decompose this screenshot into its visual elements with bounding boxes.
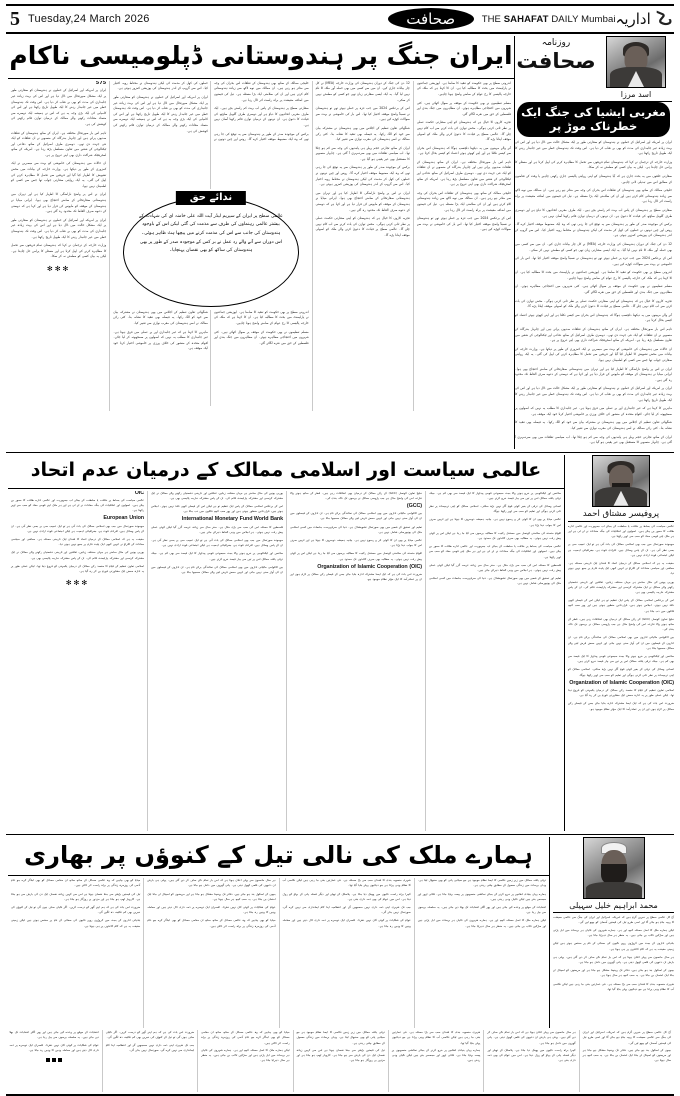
bottom-author-col-text (553, 913, 674, 992)
column-text (151, 491, 283, 576)
lead-article (6, 36, 674, 449)
paragraph: اسلامی تعاون تنظیم کے قیام کا مقصد رکن ممالک کے درمیان یکجہتی کو فروغ دینا تھا۔ لیکن عملی طور پر یہ ادارہ محض ایک مشاورتی فورم بن کر رہ گیا ہے۔ (11, 563, 144, 573)
english-term-oic-full-2: Organization of Islamic Cooperation (OIC) (317, 563, 422, 570)
strip-col-2 (102, 1030, 197, 1092)
editorial-para: تجزیہ کاروں کا خیال ہے کہ ہندوستان کو اپنی سفارتی حکمت عملی پر نظر ثانی کرنی ہوگی۔ محض توازن کی بات کرنے سے اب کام نہیں چلے گا۔ عالمی سطح پر قیادت کا دعویٰ کرنے والے ملک کو اصولی موقف اپنانا پڑے گا۔ (515, 298, 672, 309)
mid-col-1 (8, 491, 147, 831)
column-text (11, 491, 144, 575)
paragraph: سائنس اور ٹیکنالوجی پر خرچ ہونے والا بجٹ مجموعی قومی پیداوار کا ایک فیصد سے بھی کم ہے۔ جبکہ ترقی یافتہ ممالک اس پر تین سے چار فیصد خرچ کرتے ہیں۔ (429, 490, 561, 500)
paragraph: تعلیم اور تحقیق کے شعبے میں بھی صورتحال تشویشناک ہے۔ دنیا کی سرفہرست جامعات میں کسی اسلامی ملک کی یونیورسٹی شامل نہیں ہے۔ (290, 524, 422, 534)
editorial-para: 12 دن کی جنگ کے دوران ہندوستان کی وزارت خارجہ (MEA) نے کل چار بیانات جاری کیے۔ ان میں سے کسی میں بھی حملہ آور ملک کا نام نہیں لیا گیا۔ یہ ایک ایسی سفارتی زبان تھی جو کسی کو مطمئن نہیں کر سکی۔ (515, 241, 672, 252)
paragraph: میڈیا کو بھی چاہیے کہ وہ عالمی مسائل کے ساتھ ساتھ ان مقامی مسائل کو بھی اجاگر کرے جو عام آدمی کی روزمرہ زندگی پر براہ راست اثر ڈالتے ہیں۔ (201, 1030, 290, 1045)
paragraph-with-term (290, 565, 422, 570)
editorial-column (514, 36, 674, 449)
paragraph: بچوں کے اسکول بند ہو جاتے ہیں، دفاتر تک پہنچنا مشکل ہو جاتا ہے اور مریضوں کو اسپتال لے جانا ایک امتحان بن جاتا ہے۔ یہ سب کچھ ہر سال ہوتا ہے۔ (147, 891, 276, 901)
bottom-author-block (549, 837, 674, 1029)
paragraph: موجودہ صورتحال میں جب بھی اسلامی ممالک کی بات آتی ہے تو ایک عجیب سی بے بسی نظر آتی ہے۔ ان کے پاس وسائل ہیں، افرادی قوت ہے، جغرافیائی اہمیت ہے لیکن اجتماعی قوت ارادی نہیں ہے۔ (11, 523, 144, 533)
middle-author-col-text (568, 522, 674, 712)
paragraph: شہری منصوبہ بندی کا فقدان سب سے بڑا مسئلہ ہے۔ نئی عمارتیں بنتی جا رہی ہیں لیکن نکاسی آب کا نظام وہی پرانا ہے جو دہائیوں پہلے بنایا گیا تھا۔ (391, 1030, 481, 1045)
divider-after-lead (6, 452, 674, 453)
paragraph: تیل کی قیمتیں بڑھنے سے جتنا نقصان ہوتا ہے اس سے کہیں زیادہ نقصان ایک دن کی بارش سے ہو جاتا ہے۔ کاروبار ٹھپ ہو جاتا ہے اور مزدور بے روزگار ہو جاتا ہے۔ (296, 1047, 385, 1063)
paragraph: ایران نے اس پر واضح ناراضگی کا اظہار کیا ہے اور تہران میں ہندوستانی سفارتخانے کے سامنے احتجاج بھی ہوا۔ ایرانی میڈیا نے ہندوستان کے موقف کو مایوس کن قرار دیا ہے اور کہا ہے کہ دوستی کے دعوے صرف الفاظ تک محدود رہ گئے ہیں۔ (315, 190, 410, 212)
paragraph: لیکن ہمارے ملک کا اصل مسئلہ کچھ اور ہے۔ ہمارے شہروں کی نالیاں ہر برسات میں ابل پڑتی ہیں اور سڑکیں تالاب بن جاتی ہیں۔ یہ منظر ہر سال دہرایا جاتا ہے۔ (201, 1047, 290, 1063)
bot-col-1 (8, 878, 143, 1028)
author-name-asad-mirza: اسد مرزا (600, 88, 672, 102)
lead-main (6, 36, 514, 449)
paragraph: تیل کی قیمتیں بڑھنے سے جتنا نقصان ہوتا ہے اس سے کہیں زیادہ نقصان ایک دن کی بارش سے ہو جاتا ہے۔ کاروبار ٹھپ ہو جاتا ہے اور مزدور بے روزگار ہو جاتا ہے۔ (11, 891, 141, 901)
paragraph: فلسطین کا مسئلہ اس کی سب سے بڑی مثال ہے۔ ستر سال سے زیادہ عرصہ گزر گیا لیکن کوئی عملی پیش رفت نہیں ہوئی۔ ہر اجلاس میں وہی الفاظ دہرائے جاتے ہیں۔ (429, 562, 561, 572)
strip-col-7 (579, 1030, 674, 1092)
paragraph: ضرورت اس بات کی ہے کہ ایک ایسا مشترکہ ادارہ بنایا جائے جس کے فیصلے رکن ممالک پر لازم ہوں اور ان پر عملدرآمد کا ایک مؤثر نظام موجود ہو۔ (568, 701, 674, 711)
lead-columns (8, 81, 514, 411)
paragraph: کچرا براہ راست نالیوں میں پھینک دیا جاتا ہے۔ پلاسٹک کے تھیلے اور دیگر فضلہ پانی کے بہاؤ کو روک دیتا ہے۔ اس میں عوام کی بھی ذمہ داری بنتی ہے۔ (282, 891, 411, 901)
author-name-mushtaq-ahmad: پروفیسر مشتاق احمد (568, 507, 674, 522)
editorial-para: سفارتی حلقوں میں یہ بحث جاری ہے کہ آیا ہندوستان کو اپنی روایتی پالیسی جاری رکھنی چاہیے یا وقت کے تقاضوں کے مطابق اس میں تبدیلی لانی چاہیے۔ (515, 173, 672, 184)
paragraph: یورپی یونین کی مثال سامنے ہے جہاں مختلف زبانیں، ثقافتیں اور تاریخی دشمنیاں رکھنے والے ممالک نے ایک مشترکہ کرنسی اور مشترکہ پارلیمنٹ قائم کی۔ ان کے پاس مشترکہ خارجہ پالیسی بھی ہے۔ (11, 550, 144, 560)
bottom-main (6, 837, 549, 1029)
paragraph: خلیجی ممالک کے ساتھ بھی ہندوستان کے تعلقات اس بحران کی وجہ سے متاثر ہو رہے ہیں۔ ان ممالک میں نوے لاکھ سے زیادہ ہندوستانی کام کرتے ہیں اور ان کی سلامتی ایک بڑا مسئلہ ہے۔ تیل کی قیمتوں میں اضافہ معیشت پر براہ راست اثر ڈال رہا ہے۔ (416, 190, 511, 212)
column-text (290, 491, 422, 583)
paragraph-with-term (11, 491, 144, 496)
author-photo-ibrahim-khalil (583, 837, 645, 899)
column-text (392, 1030, 480, 1063)
paragraph: ایران کے ساتھ تجارتی حجم پہلے ہی پابندیوں کی وجہ سے کم ہو چکا تھا۔ اب سیاسی تعلقات میں بھی سردمہری آ گئی ہے۔ چابہار منصوبے کا مستقبل بھی غیر یقینی ہو گیا ہے۔ (315, 145, 410, 161)
paragraph: اس کے برعکس اسلامی ممالک کے پاس ایک تنظیم تو ہے لیکن اس کے فیصلے کبھی نافذ نہیں ہوتے۔ اجلاس ہوتے ہیں، قراردادیں منظور ہوتی ہیں اور پھر سب کچھ فائلوں میں دب جاتا ہے۔ (151, 503, 283, 514)
editorial-body (515, 140, 672, 449)
paragraph: عوام کی شکایات پر کوئی کان نہیں دھرتا۔ افسران ایک دوسرے پر ذمہ داری ڈال دیتے ہیں اور معاملہ وہیں کا وہیں رہ جاتا ہے۔ (9, 1042, 99, 1052)
editorial-para: سفارتی سطح پر ہندوستان کے پاس اب بہت کم راستے بچے ہیں۔ ایک طرف مغربی اتحادیوں کا دباؤ ہے اور دوسری طرف گلوبل ساؤتھ کی قیادت کا دعویٰ ہے۔ ان دونوں کے درمیان توازن قائم رکھنا آسان نہیں ہے۔ (515, 207, 672, 218)
paragraph: شنگھائی تعاون تنظیم کے اجلاس میں بھی ہندوستان نے مشترکہ بیان سے خود کو الگ رکھا۔ یہ فیصلہ بھی تنقید کا نشانہ بنا۔ کئی رکن ممالک نے اسے ہندوستان کی مغرب نوازی سے تعبیر کیا۔ (315, 125, 410, 142)
paragraph: سائنس اور ٹیکنالوجی پر خرچ ہونے والا بجٹ مجموعی قومی پیداوار کا ایک فیصد سے بھی کم ہے۔ جبکہ ترقی یافتہ ممالک اس پر تین سے چار فیصد خرچ کرتے ہیں۔ (568, 653, 674, 664)
editorial-para: ان حالات میں ہندوستان کی خاموشی کو بہت سے مبصرین نے ایک کمزوری کے طور پر دیکھا ہے۔ وزارت خارجہ کے بیانات میں محض تشویش کا اظہار کیا گیا اور فریقین سے تحمل کا مظاہرہ کرنے کی اپیل کی گئی۔ یہ ایک روایتی سفارتی جواب تھا جس سے کسی کو اطمینان نہیں ہوا۔ (515, 346, 672, 362)
paragraph: آج کل عالمی سطح پر خبریں گرم ہیں کہ امریکہ، اسرائیل اور ایران کی جنگ سے عالمی معیشت کا پہیہ جام ہو جائے گا اور اسی طرح تیل کی قیمتیں آسمان کو چھو لیں گی۔ (582, 1030, 671, 1045)
paragraph: بین الاقوامی مالیاتی اداروں میں بھی اسلامی ممالک کی نمائندگی برائے نام ہے۔ ان اداروں کے فیصلوں میں ان کی آواز سنی نہیں جاتی اور انہیں محض قرض لینے والے ممالک سمجھا جاتا ہے۔ (151, 564, 283, 574)
paragraph: لیکن ہمارے ملک کا اصل مسئلہ کچھ اور ہے۔ ہمارے شہروں کی نالیاں ہر برسات میں ابل پڑتی ہیں اور سڑکیں تالاب بن جاتی ہیں۔ یہ منظر ہر سال دہرایا جاتا ہے۔ (417, 918, 546, 928)
paragraph: اس کے برعکس 2024 میں جب غزہ پر حملے ہوئے تھے تو ہندوستان نے نسبتاً واضح موقف اختیار کیا تھا۔ اس بار کی خاموشی نے بہت سے سوالات کھڑے کیے ہیں۔ (315, 106, 410, 122)
paragraph: ان حالات میں ہندوستان کی خاموشی کو بہت سے مبصرین نے ایک کمزوری کے طور پر دیکھا ہے۔ وزارت خارجہ کے بیانات میں محض تشویش کا اظہار کیا گیا اور فریقین سے تحمل کا مظاہرہ کرنے کی اپیل کی گئی۔ یہ ایک روایتی سفارتی جواب تھا جس سے کسی کو اطمینان نہیں ہوا۔ (11, 161, 107, 188)
editorial-banner: مغربی ایشیا کی جنگ ایک خطرناک موڑ پر (517, 102, 670, 137)
column-text (9, 1030, 98, 1053)
editorial-para: ایران پر امریکہ اور اسرائیل کے حملوں نے ہندوستان کو سفارتی طور پر ایک مشکل حالت میں ڈال دیا ہے اور اس کی بہت زیادہ غیر جانبداری کی مدت کو بھی بے نقاب کر دیا ہے۔ اس وقت تک ہندوستان خطے میں غیر جانبدار رہنے کا ایک طویل تاریخ رکھتا ہے۔ (515, 140, 672, 156)
masthead (6, 4, 674, 34)
column-text (417, 81, 511, 233)
paragraph: بچوں کے اسکول بند ہو جاتے ہیں، دفاتر تک پہنچنا مشکل ہو جاتا ہے اور مریضوں کو اسپتال لے جانا ایک امتحان بن جاتا ہے۔ یہ سب کچھ ہر سال ہوتا ہے۔ (582, 1047, 671, 1063)
paragraph: اندرونی سطح پر بھی حکومت کو تنقید کا سامنا ہے۔ اپوزیشن جماعتوں نے پارلیمنٹ میں بحث کا مطالبہ کیا ہے۔ ان کا کہنا ہے کہ ملک کی خارجہ پالیسی کا رخ عوام کے سامنے واضح ہونا چاہیے۔ (213, 309, 309, 325)
paragraph: ضرورت اس بات کی ہے کہ ایک ایسا مشترکہ ادارہ بنایا جائے جس کے فیصلے رکن ممالک پر لازم ہوں اور ان پر عملدرآمد کا ایک مؤثر نظام موجود ہو۔ (290, 572, 422, 582)
paragraph: عالمی سیاست کی بساط پر خلافت یا سلطنت کے بجائے اب جمہوریت اور عالمی ادارے طاقت کا محور بن چکے ہیں۔ اصولوں اور اخلاقیات کی جگہ مفادات نے لے لی ہے اور ہر ملک اپنے قومی مفاد کو سب سے اوپر رکھتا ہے۔ (429, 544, 561, 559)
paragraph: تجزیہ کاروں کا خیال ہے کہ ہندوستان کو اپنی سفارتی حکمت عملی پر نظر ثانی کرنی ہوگی۔ محض توازن کی بات کرنے سے اب کام نہیں چلے گا۔ عالمی سطح پر قیادت کا دعویٰ کرنے والے ملک کو اصولی موقف اپنانا پڑے گا۔ (315, 216, 410, 237)
page-number: 5 (10, 8, 20, 30)
mid-col-2 (147, 491, 286, 831)
paragraph: جب تک شہری اپنی ذمہ داری نہیں سمجھیں گے اور انتظامیہ اپنا کام ایمانداری سے نہیں کرے گی، صورتحال نہیں بدلے گی۔ (105, 1042, 195, 1052)
column-text (583, 1030, 671, 1063)
masthead-english-title (482, 14, 616, 25)
paragraph: یورپی یونین کی مثال سامنے ہے جہاں مختلف زبانیں، ثقافتیں اور تاریخی دشمنیاں رکھنے والے ممالک نے ایک مشترکہ کرنسی اور مشترکہ پارلیمنٹ قائم کی۔ ان کے پاس مشترکہ خارجہ پالیسی بھی ہے۔ (568, 579, 674, 594)
mid-col-3 (286, 491, 425, 831)
corner-mark-icon: ک (656, 9, 672, 28)
paragraph: آج کل عالمی سطح پر خبریں گرم ہیں کہ امریکہ، اسرائیل اور ایران کی جنگ سے عالمی معیشت کا پہیہ جام ہو جائے گا اور اسی طرح تیل کی قیمتیں آسمان کو چھو لیں گی۔ (553, 914, 674, 924)
paragraph: حقیقت یہ ہے کہ اسلامی ممالک کے درمیان اتحاد کا فقدان ایک تاریخی مسئلہ ہے۔ معاشی اور سیاسی مفادات کے ٹکراؤ نے انہیں کبھی ایک پلیٹ فارم پر جمع نہیں ہونے دیا۔ (11, 536, 144, 547)
paragraph: حقیقت یہ ہے کہ اسلامی ممالک کے درمیان اتحاد کا فقدان ایک تاریخی مسئلہ ہے۔ معاشی اور سیاسی مفادات کے ٹکراؤ نے انہیں کبھی ایک پلیٹ فارم پر جمع نہیں ہونے دیا۔ (568, 560, 674, 576)
column-text (201, 1030, 289, 1063)
column-text (283, 878, 411, 929)
paragraph: ہمارے یہاں بنیادی ڈھانچے پر خرچ کرنے کے بجائے نمائشی منصوبوں پر پیسہ بہایا جاتا ہے۔ فلائی اوور اور مجسمے بنتے ہیں لیکن نالیاں وہی رہتی ہیں۔ (417, 891, 546, 901)
bot-col-4 (414, 878, 549, 1028)
paragraph: یورپی یونین کی مثال سامنے ہے جہاں مختلف زبانیں، ثقافتیں اور تاریخی دشمنیاں رکھنے والے ممالک نے ایک مشترکہ کرنسی اور مشترکہ پارلیمنٹ قائم کی۔ ان کے پاس مشترکہ خارجہ پالیسی بھی ہے۔ (151, 490, 283, 500)
lead-col-center (109, 81, 311, 411)
column-text (487, 1030, 575, 1063)
bot-col-3 (279, 878, 414, 1028)
column-text (316, 81, 410, 239)
editorial-para: تاہم اس بار صورتحال مختلف ہے۔ ایران کے ساتھ ہندوستان کے تعلقات صدیوں پرانے ہیں اور چابہار بندرگاہ کے منصوبے نے ان تعلقات کو ایک نئی جہت دی تھی۔ دوسری طرف اسرائیل کے ساتھ دفاعی اور ٹیکنالوجی کے شعبے میں تعاون مسلسل بڑھ رہا ہے۔ امریکہ کے ساتھ اسٹریٹجک شراکت داری بھی اپنے عروج پر ہے۔ (515, 327, 672, 343)
paragraph: بین الاقوامی مالیاتی اداروں میں بھی اسلامی ممالک کی نمائندگی برائے نام ہے۔ ان اداروں کے فیصلوں میں ان کی آواز سنی نہیں جاتی اور انہیں محض قرض لینے والے ممالک سمجھا جاتا ہے۔ (568, 635, 674, 650)
english-term-eu: European Union (103, 515, 144, 522)
paragraph: انسانی وسائل کی ترقی کے بغیر کوئی قوم آگے نہیں بڑھ سکتی۔ اسلامی ممالک کو اپنی ترجیحات پر نظر ثانی کرنی ہوگی اور تعلیم کو سب سے اوپر رکھنا ہوگا۔ (568, 667, 674, 677)
column-text (297, 1030, 385, 1063)
paragraph: ایران پر امریکہ اور اسرائیل کے حملوں نے ہندوستان کو سفارتی طور پر ایک مشکل حالت میں ڈال دیا ہے اور اس کی بہت زیادہ غیر جانبداری کی مدت کو بھی بے نقاب کر دیا ہے۔ اس وقت تک ہندوستان خطے میں غیر جانبدار رہنے کا ایک طویل تاریخ رکھتا ہے۔ (11, 217, 107, 239)
lead-col-1 (8, 81, 109, 411)
masthead-right (616, 9, 674, 29)
paragraph: بین الاقوامی مالیاتی اداروں میں بھی اسلامی ممالک کی نمائندگی برائے نام ہے۔ ان اداروں کے فیصلوں میں ان کی آواز سنی نہیں جاتی اور انہیں محض قرض لینے والے ممالک سمجھا جاتا ہے۔ (290, 511, 422, 521)
paragraph: اس کے برعکس اسلامی ممالک کے پاس ایک تنظیم تو ہے لیکن اس کے فیصلے کبھی نافذ نہیں ہوتے۔ اجلاس ہوتے ہیں، قراردادیں منظور ہوتی ہیں اور پھر سب کچھ فائلوں میں دب جاتا ہے۔ (568, 598, 674, 613)
author-box-ibrahim-khalil (553, 837, 674, 913)
paragraph: تاہم اس بار صورتحال مختلف ہے۔ ایران کے ساتھ ہندوستان کے تعلقات صدیوں پرانے ہیں اور چابہار بندرگاہ کے منصوبے نے ان تعلقات کو ایک نئی جہت دی تھی۔ دوسری طرف اسرائیل کے ساتھ دفاعی اور ٹیکنالوجی کے شعبے میں تعاون مسلسل بڑھ رہا ہے۔ امریکہ کے ساتھ اسٹریٹجک شراکت داری بھی اپنے عروج پر ہے۔ (11, 130, 107, 157)
paragraph-with-term (151, 517, 283, 522)
paragraph: مسلم تنظیموں نے بھی حکومت کے موقف پر سوال اٹھائے ہیں۔ کئی شہروں میں احتجاجی مظاہرے ہوئے۔ ان مظاہروں میں جنگ بندی اور فلسطین کے حق میں نعرے لگائے گئے۔ (213, 329, 309, 345)
paragraph: اس کے برعکس 2024 میں جب غزہ پر حملے ہوئے تھے تو ہندوستان نے نسبتاً واضح موقف اختیار کیا تھا۔ اس بار کی خاموشی نے بہت سے سوالات کھڑے کیے ہیں۔ (416, 216, 511, 232)
paragraph: کچرا براہ راست نالیوں میں پھینک دیا جاتا ہے۔ پلاسٹک کے تھیلے اور دیگر فضلہ پانی کے بہاؤ کو روک دیتا ہے۔ اس میں عوام کی بھی ذمہ داری بنتی ہے۔ (487, 1047, 576, 1063)
paragraph: اسلامی تعاون تنظیم کے قیام کا مقصد رکن ممالک کے درمیان یکجہتی کو فروغ دینا تھا۔ لیکن عملی طور پر یہ ادارہ محض ایک مشاورتی فورم بن کر رہ گیا ہے۔ (568, 688, 674, 698)
editorial-para: اس کے برعکس 2024 میں جب غزہ پر حملے ہوئے تھے تو ہندوستان نے نسبتاً واضح موقف اختیار کیا تھا۔ اس بار کی خاموشی نے بہت سے سوالات کھڑے کیے ہیں۔ (515, 256, 672, 266)
paragraph: تاہم اس بار صورتحال مختلف ہے۔ ایران کے ساتھ ہندوستان کے تعلقات صدیوں پرانے ہیں اور چابہار بندرگاہ کے منصوبے نے ان تعلقات کو ایک نئی جہت دی تھی۔ دوسری طرف اسرائیل کے ساتھ دفاعی اور ٹیکنالوجی کے شعبے میں تعاون مسلسل بڑھ رہا ہے۔ امریکہ کے ساتھ اسٹریٹجک شراکت داری بھی اپنے عروج پر ہے۔ (416, 159, 511, 187)
section-stars: ✻✻✻ (46, 265, 71, 273)
paragraph: ترقی یافتہ ممالک میں زیر زمین نکاسی کا ایسا نظام موجود ہے جو سیلابی پانی کو بھی سنبھال لیتا ہے۔ وہاں برسات میں زندگی معمول کے مطابق چلتی رہتی ہے۔ (417, 878, 546, 888)
column-text (418, 878, 546, 929)
divider (8, 875, 549, 876)
author-photo-mushtaq-ahmad (592, 455, 650, 507)
paragraph-with-term (568, 681, 674, 686)
paragraph: ایران پر امریکہ اور اسرائیل کے حملوں نے ہندوستان کو سفارتی طور پر ایک مشکل صورتحال میں ڈال دیا ہے اور اس کی بہت زیادہ غیر جانبداری کی مدت کو بھی بے نقاب کر دیا ہے۔ اس وقت تک ہندوستان خطے میں غیر جانبدار رہنے کا ایک طویل تاریخ رکھتا ہے اور اس کی کامیابی کی ایک بڑی وجہ یہ ہے کہ اس نے ہمیشہ ایک دوسرے سے متضاد مفادات رکھنے والے ممالک کے درمیان توازن قائم رکھنے کی کوشش کی ہے۔ (11, 88, 107, 126)
paragraph: شہری منصوبہ بندی کا فقدان سب سے بڑا مسئلہ ہے۔ نئی عمارتیں بنتی جا رہی ہیں لیکن نکاسی آب کا نظام وہی پرانا ہے جو دہائیوں پہلے بنایا گیا تھا۔ (553, 981, 674, 991)
paragraph: تعلیم اور تحقیق کے شعبے میں بھی صورتحال تشویشناک ہے۔ دنیا کی سرفہرست جامعات میں کسی اسلامی ملک کی یونیورسٹی شامل نہیں ہے۔ (429, 576, 561, 586)
editorial-para: مسلم تنظیموں نے بھی حکومت کے موقف پر سوال اٹھائے ہیں۔ کئی شہروں میں احتجاجی مظاہرے ہوئے۔ ان مظاہروں میں جنگ بندی اور فلسطین کے حق میں نعرے لگائے گئے۔ (515, 284, 672, 295)
paragraph: عالمی سیاست کی بساط پر خلافت یا سلطنت کے بجائے اب جمہوریت اور عالمی ادارے طاقت کا محور بن چکے ہیں۔ اصولوں اور اخلاقیات کی جگہ مفادات نے لے لی ہے اور ہر ملک اپنے قومی مفاد کو سب سے اوپر رکھتا ہے۔ (11, 497, 144, 513)
strip-col-5 (388, 1030, 483, 1092)
middle-columns (8, 491, 564, 831)
masthead-eng-suffix: DAILY Mumbai (548, 13, 616, 25)
paragraph: عوام کی شکایات پر کوئی کان نہیں دھرتا۔ افسران ایک دوسرے پر ذمہ داری ڈال دیتے ہیں اور معاملہ وہیں کا وہیں رہ جاتا ہے۔ (282, 918, 411, 928)
editorial-para: ایران پر امریکہ اور اسرائیل کے حملوں نے ہندوستان کو سفارتی طور پر ایک مشکل حالت میں ڈال دیا ہے اور اس کی بہت زیادہ غیر جانبداری کی مدت کو بھی بے نقاب کر دیا ہے۔ اس وقت تک ہندوستان خطے میں غیر جانبدار رہنے کا ایک طویل تاریخ رکھتا ہے۔ (515, 386, 672, 402)
nida-e-haq-callout (123, 191, 299, 307)
paragraph: ترقی یافتہ ممالک میں زیر زمین نکاسی کا ایسا نظام موجود ہے جو سیلابی پانی کو بھی سنبھال لیتا ہے۔ وہاں برسات میں زندگی معمول کے مطابق چلتی رہتی ہے۔ (296, 1030, 385, 1045)
callout-tag: ندائے حق (176, 191, 246, 205)
paragraph-with-term (11, 516, 144, 521)
english-term-imf: International Monetary Fund (181, 516, 253, 523)
paragraph: ہر سال مانسون سے پہلے اعلان ہوتا ہے کہ اس بار تمام نالے صاف کر دیے گئے ہیں۔ پہلی ہی بارش ان دعووں کی قلعی کھول دیتی ہے۔ پانی گھروں میں داخل ہو جاتا ہے۔ (553, 954, 674, 964)
lead-headline: ایران جنگ پر ہندوستانی ڈپلومیسی ناکام (9, 41, 513, 70)
paragraph: خلیجی ممالک کے ساتھ بھی ہندوستان کے تعلقات اس بحران کی وجہ سے متاثر ہو رہے ہیں۔ ان ممالک میں نوے لاکھ سے زیادہ ہندوستانی کام کرتے ہیں اور ان کی سلامتی ایک بڑا مسئلہ ہے۔ تیل کی قیمتوں میں اضافہ معیشت پر براہ راست اثر ڈال رہا ہے۔ (213, 80, 309, 102)
paragraph: برکس کے موجودہ صدر کے طور پر ہندوستان سے یہ توقع کی جا رہی تھی کہ وہ ایک مضبوط موقف اختیار کرے گا۔ روس اور چین دونوں نے حملوں کی کھل کر مذمت کی لیکن ہندوستان نے محتاط رویہ اختیار کیا۔ اس سے گروپ کے اندر ہندوستان کی پوزیشن کمزور ہوئی ہے۔ (113, 80, 309, 142)
divider (8, 78, 514, 79)
editorial-para: ماہرین کا کہنا ہے کہ غیر جانبداری اور بے عملی میں فرق ہوتا ہے۔ غیر جانبداری کا مطلب یہ نہیں کہ اصولوں پر سمجھوتہ کر لیا جائے۔ اقوام متحدہ کے منشور کی خلاف ورزی پر خاموشی اختیار کرنا خود ایک موقف ہے۔ (515, 406, 672, 416)
paragraph: بلدیاتی اداروں کے بجٹ میں کروڑوں روپے نالیوں کی صفائی کے نام پر مختص ہوتے ہیں لیکن زمینی حقیقت یہ ہے کہ کام کاغذوں پر ہی ہوتا ہے۔ (553, 941, 674, 951)
paragraph: 12 دن کی جنگ کے دوران ہندوستان کی وزارت خارجہ (MEA) نے کل چار بیانات جاری کیے۔ ان میں سے کسی میں بھی حملہ آور ملک کا نام نہیں لیا گیا۔ یہ ایک ایسی سفارتی زبان تھی جو کسی کو مطمئن نہیں کر سکی۔ (315, 80, 410, 102)
section-stars: ✻✻✻ (65, 580, 90, 588)
callout-text: عالمی سطح پر ایران کے سپریم لیڈر آیت اللہ علی خامنہ ای کی شہادت کے بیشتر عالمی رہنماوں کی طرف سے مذمت کی گئی لیکن اس کے باوجود ہندوستان کی جانب سے اس کی مذمت کرنے میں پیچھا ہٹ ظاہر ہوئی۔ اس دوران سے آنے والے رد عمل نے بر کس کے موجودہ صدر کے طور پر بھی ہندوستان کی ساکھ کو بھی نقصان پہنچایا۔ (138, 213, 283, 254)
publication-date: Tuesday,24 March 2026 (28, 13, 150, 25)
paragraph: عالمی میڈیا پر بھی ان کا کوئی اثر و رسوخ نہیں ہے۔ بیانیہ ہمیشہ دوسروں کا ہوتا ہے اور انہیں صرف اس کا جواب دینا پڑتا ہے۔ (429, 517, 561, 527)
editorial-para: برکس کے موجودہ صدر کے طور پر ہندوستان سے یہ توقع کی جا رہی تھی کہ وہ ایک مضبوط موقف اختیار کرے گا۔ روس اور چین دونوں نے حملوں کی کھل کر مذمت کی لیکن ہندوستان نے محتاط رویہ اختیار کیا۔ اس سے گروپ کے اندر ہندوستان کی پوزیشن کمزور ہوئی ہے۔ (515, 222, 672, 238)
editorial-para: خلیجی ممالک کے ساتھ بھی ہندوستان کے تعلقات اس بحران کی وجہ سے متاثر ہو رہے ہیں۔ ان ممالک میں نوے لاکھ سے زیادہ ہندوستانی کام کرتے ہیں اور ان کی سلامتی ایک بڑا مسئلہ ہے۔ تیل کی قیمتوں میں اضافہ معیشت پر براہ راست اثر ڈال رہا ہے۔ (515, 188, 672, 204)
divider (8, 488, 564, 489)
paragraph: شنگھائی تعاون تنظیم کے اجلاس میں بھی ہندوستان نے مشترکہ بیان سے خود کو الگ رکھا۔ یہ فیصلہ بھی تنقید کا نشانہ بنا۔ کئی رکن ممالک نے اسے ہندوستان کی مغرب نوازی سے تعبیر کیا۔ (113, 309, 208, 325)
paragraph: بچوں کے اسکول بند ہو جاتے ہیں، دفاتر تک پہنچنا مشکل ہو جاتا ہے اور مریضوں کو اسپتال لے جانا ایک امتحان بن جاتا ہے۔ یہ سب کچھ ہر سال ہوتا ہے۔ (553, 968, 674, 978)
column-text (147, 878, 275, 929)
paragraph: ضرورت اس بات کی ہے کہ ہم اپنے گھر کو درست کریں۔ اگر نالیاں صاف ہوں گی تو تیل کے کنوؤں کی خبریں بھی کم تکلیف دہ لگیں گی۔ (11, 904, 141, 915)
paragraph: انتخابات کے موقع پر وعدے کیے جاتے ہیں اور پھر اگلے انتخابات تک بھلا دیے جاتے ہیں۔ یہ سلسلہ برسوں سے چل رہا ہے۔ (9, 1030, 99, 1040)
paragraph: میڈیا کو بھی چاہیے کہ وہ عالمی مسائل کے ساتھ ساتھ ان مقامی مسائل کو بھی اجاگر کرے جو عام آدمی کی روزمرہ زندگی پر براہ راست اثر ڈالتے ہیں۔ (11, 878, 141, 888)
divider-after-middle (6, 834, 674, 835)
paragraph: خلیج تعاون کونسل (GCC) کے رکن ممالک کے درمیان بھی اختلافات رہے ہیں۔ قطر کے ساتھ ہونے والا تنازعہ اس کی واضح مثال ہے جب پڑوسی ممالک نے برسوں تک ناکہ بندی کی۔ (568, 616, 674, 632)
english-term-oic-full: Organization of Islamic Cooperation (OIC) (569, 679, 674, 686)
paragraph: وزارت خارجہ کے ترجمان نے کہا کہ ہندوستان تمام فریقوں سے تحمل کا مظاہرہ کرنے کی اپیل کرتا ہے اور مسئلے کا پرامن حل چاہتا ہے۔ لیکن یہ بیان کسی کو مطمئن نہ کر سکا۔ (11, 243, 107, 259)
paragraph: فلسطین کا مسئلہ اس کی سب سے بڑی مثال ہے۔ ستر سال سے زیادہ عرصہ گزر گیا لیکن کوئی عملی پیش رفت نہیں ہوئی۔ ہر اجلاس میں وہی الفاظ دہرائے جاتے ہیں۔ (151, 524, 283, 534)
paragraph: شہری منصوبہ بندی کا فقدان سب سے بڑا مسئلہ ہے۔ نئی عمارتیں بنتی جا رہی ہیں لیکن نکاسی آب کا نظام وہی پرانا ہے جو دہائیوں پہلے بنایا گیا تھا۔ (282, 878, 411, 888)
author-name-ibrahim-khalil: محمد ابراہیم خلیل سہیلی (553, 899, 674, 913)
strip-col-1 (6, 1030, 101, 1092)
paragraph: اقوام متحدہ کی سلامتی کونسل میں مستقل رکنیت کا مطالبہ برسوں سے کیا جا رہا ہے لیکن اس پر کوئی پیش رفت نہیں ہوئی۔ یہ مطالبہ بھی صرف کاغذوں تک محدود ہے۔ (429, 530, 561, 540)
paragraph-with-term (290, 504, 422, 509)
bottom-strip (6, 1030, 674, 1092)
lead-author-block (600, 36, 672, 102)
editorial-para: وزارت خارجہ کے ترجمان نے کہا کہ ہندوستان تمام فریقوں سے تحمل کا مظاہرہ کرنے کی اپیل کرتا ہے اور مسئلے کا پرامن حل چاہتا ہے۔ لیکن یہ بیان کسی کو مطمئن نہ کر سکا۔ (515, 159, 672, 170)
middle-author-block (564, 455, 674, 831)
column-text (11, 81, 106, 260)
masthead-eng-brand: SAHAFAT (503, 13, 549, 25)
paragraph: عالمی سیاست کی بساط پر خلافت یا سلطنت کے بجائے اب جمہوریت اور عالمی ادارے طاقت کا محور بن چکے ہیں۔ اصولوں اور اخلاقیات کی جگہ مفادات نے لے لی ہے اور ہر ملک اپنے قومی مفاد کو سب سے اوپر رکھتا ہے۔ (568, 523, 674, 539)
column-text (429, 491, 561, 587)
middle-article (6, 455, 674, 831)
paragraph: اقوام متحدہ کی سلامتی کونسل میں مستقل رکنیت کا مطالبہ برسوں سے کیا جا رہا ہے لیکن اس پر کوئی پیش رفت نہیں ہوئی۔ یہ مطالبہ بھی صرف کاغذوں تک محدود ہے۔ (290, 551, 422, 561)
editorial-para: ایران کے ساتھ تجارتی حجم پہلے ہی پابندیوں کی وجہ سے کم ہو چکا تھا۔ اب سیاسی تعلقات میں بھی سردمہری آ گئی ہے۔ چابہار منصوبے کا مستقبل بھی غیر یقینی ہو گیا ہے۔ (515, 434, 672, 445)
middle-main (6, 455, 564, 831)
paragraph: موجودہ صورتحال میں جب بھی اسلامی ممالک کی بات آتی ہے تو ایک عجیب سی بے بسی نظر آتی ہے۔ ان کے پاس وسائل ہیں، افرادی قوت ہے، جغرافیائی اہمیت ہے لیکن اجتماعی قوت ارادی نہیں ہے۔ (151, 537, 283, 548)
lead-col-4 (413, 81, 514, 411)
paragraph: موجودہ صورتحال میں جب بھی اسلامی ممالک کی بات آتی ہے تو ایک عجیب سی بے بسی نظر آتی ہے۔ ان کے پاس وسائل ہیں، افرادی قوت ہے، جغرافیائی اہمیت ہے لیکن اجتماعی قوت ارادی نہیں ہے۔ (568, 542, 674, 557)
paragraph: ضرورت اس بات کی ہے کہ ہم اپنے گھر کو درست کریں۔ اگر نالیاں صاف ہوں گی تو تیل کے کنوؤں کی خبریں بھی کم تکلیف دہ لگیں گی۔ (105, 1030, 195, 1040)
editorial-para: آنے والے مہینوں میں یہ دیکھنا دلچسپ ہوگا کہ ہندوستان اس بحران سے کیسے نکلتا ہے اور اپنے کھوئے ہوئے اعتماد کو کیسے بحال کرتا ہے۔ (515, 312, 672, 323)
paragraph: اندرونی سطح پر بھی حکومت کو تنقید کا سامنا ہے۔ اپوزیشن جماعتوں نے پارلیمنٹ میں بحث کا مطالبہ کیا ہے۔ ان کا کہنا ہے کہ ملک کی خارجہ پالیسی کا رخ عوام کے سامنے واضح ہونا چاہیے۔ (416, 80, 511, 96)
paragraph: میڈیا کو بھی چاہیے کہ وہ عالمی مسائل کے ساتھ ساتھ ان مقامی مسائل کو بھی اجاگر کرے جو عام آدمی کی روزمرہ زندگی پر براہ راست اثر ڈالتے ہیں۔ (147, 918, 276, 928)
editorial-head (515, 36, 597, 102)
section-label: اداریہ (615, 10, 651, 28)
paragraph: لیکن ہمارے ملک کا اصل مسئلہ کچھ اور ہے۔ ہمارے شہروں کی نالیاں ہر برسات میں ابل پڑتی ہیں اور سڑکیں تالاب بن جاتی ہیں۔ یہ منظر ہر سال دہرایا جاتا ہے۔ (553, 927, 674, 938)
bottom-columns (8, 878, 549, 1028)
column-text-bottom (113, 310, 308, 406)
english-term-world-bank: World Bank (253, 516, 283, 523)
bottom-headline: ہمارے ملک کی نالی تیل کے کنوؤں پر بھاری (24, 840, 533, 869)
paragraph: خلیج تعاون کونسل (GCC) کے رکن ممالک کے درمیان بھی اختلافات رہے ہیں۔ قطر کے ساتھ ہونے والا تنازعہ اس کی واضح مثال ہے جب پڑوسی ممالک نے برسوں تک ناکہ بندی کی۔ (290, 490, 422, 500)
mid-col-4 (425, 491, 564, 831)
paragraph: ماہرین کا کہنا ہے کہ غیر جانبداری اور بے عملی میں فرق ہوتا ہے۔ غیر جانبداری کا مطلب یہ نہیں کہ اصولوں پر سمجھوتہ کر لیا جائے۔ اقوام متحدہ کے منشور کی خلاف ورزی پر خاموشی اختیار کرنا خود ایک موقف ہے۔ (113, 329, 208, 351)
column-text (11, 878, 140, 929)
bottom-article (6, 837, 674, 1029)
paragraph: مسلم تنظیموں نے بھی حکومت کے موقف پر سوال اٹھائے ہیں۔ کئی شہروں میں احتجاجی مظاہرے ہوئے۔ ان مظاہروں میں جنگ بندی اور فلسطین کے حق میں نعرے لگائے گئے۔ (416, 100, 511, 116)
editorial-logo: صحافت (516, 49, 596, 73)
paragraph: ہر سال مانسون سے پہلے اعلان ہوتا ہے کہ اس بار تمام نالے صاف کر دیے گئے ہیں۔ پہلی ہی بارش ان دعووں کی قلعی کھول دیتی ہے۔ پانی گھروں میں داخل ہو جاتا ہے۔ (147, 878, 276, 888)
paragraph: ایران پر امریکہ اور اسرائیل کے حملوں نے ہندوستان کو سفارتی طور پر ایک مشکل صورتحال میں ڈال دیا ہے اور اس کی بہت زیادہ غیر جانبداری کی مدت کو بھی بے نقاب کر دیا ہے۔ اس وقت تک ہندوستان خطے میں غیر جانبدار رہنے کا ایک طویل تاریخ رکھتا ہے اور اس کی کامیابی کی ایک بڑی وجہ یہ ہے کہ اس نے ہمیشہ ایک دوسرے سے متضاد مفادات رکھنے والے ممالک کے درمیان توازن قائم رکھنے کی کوشش کی ہے۔ (113, 94, 208, 133)
strip-col-3 (197, 1030, 292, 1092)
paragraph: انتخابات کے موقع پر وعدے کیے جاتے ہیں اور پھر اگلے انتخابات تک بھلا دیے جاتے ہیں۔ یہ سلسلہ برسوں سے چل رہا ہے۔ (417, 904, 546, 915)
masthead-eng-prefix: THE (481, 13, 504, 25)
editorial-para: ایران نے اس پر واضح ناراضگی کا اظہار کیا ہے اور تہران میں ہندوستانی سفارتخانے کے سامنے احتجاج بھی ہوا۔ ایرانی میڈیا نے ہندوستان کے موقف کو مایوس کن قرار دیا ہے اور کہا ہے کہ دوستی کے دعوے صرف الفاظ تک محدود رہ گئے ہیں۔ (515, 366, 672, 382)
english-term-gcc: (GCC) (406, 502, 422, 509)
column-text (106, 1030, 194, 1053)
author-photo-asad-mirza (606, 36, 666, 88)
paragraph: ہر سال مانسون سے پہلے اعلان ہوتا ہے کہ اس بار تمام نالے صاف کر دیے گئے ہیں۔ پہلی ہی بارش ان دعووں کی قلعی کھول دیتی ہے۔ پانی گھروں میں داخل ہو جاتا ہے۔ (487, 1030, 576, 1045)
paragraph: برکس کے موجودہ صدر کے طور پر ہندوستان سے یہ توقع کی جا رہی تھی کہ وہ ایک مضبوط موقف اختیار کرے گا۔ روس اور چین دونوں نے حملوں کی کھل کر مذمت کی لیکن ہندوستان نے محتاط رویہ اختیار کیا۔ اس سے گروپ کے اندر ہندوستان کی پوزیشن کمزور ہوئی ہے۔ (315, 165, 410, 187)
paragraph: عوام کی شکایات پر کوئی کان نہیں دھرتا۔ افسران ایک دوسرے پر ذمہ داری ڈال دیتے ہیں اور معاملہ وہیں کا وہیں رہ جاتا ہے۔ (147, 904, 276, 915)
author-box-asad-mirza (600, 36, 672, 102)
editorial-para: شنگھائی تعاون تنظیم کے اجلاس میں بھی ہندوستان نے مشترکہ بیان سے خود کو الگ رکھا۔ یہ فیصلہ بھی تنقید کا نشانہ بنا۔ کئی رکن ممالک نے اسے ہندوستان کی مغرب نوازی سے تعبیر کیا۔ (515, 420, 672, 430)
paragraph: انسانی وسائل کی ترقی کے بغیر کوئی قوم آگے نہیں بڑھ سکتی۔ اسلامی ممالک کو اپنی ترجیحات پر نظر ثانی کرنی ہوگی اور تعلیم کو سب سے اوپر رکھنا ہوگا۔ (429, 503, 561, 514)
author-box-mushtaq-ahmad (568, 455, 674, 522)
lead-marker: 575 (95, 80, 107, 86)
article-endmark (9, 1055, 98, 1066)
strip-col-4 (293, 1030, 388, 1092)
paragraph: سفارتی سطح پر ہندوستان کے پاس اب بہت کم راستے بچے ہیں۔ ایک طرف مغربی اتحادیوں کا دباؤ ہے اور دوسری طرف گلوبل ساؤتھ کی قیادت کا دعویٰ ہے۔ ان دونوں کے درمیان توازن قائم رکھنا آسان نہیں ہے۔ (213, 106, 309, 127)
column-text-top (113, 81, 308, 189)
paragraph: جب تک شہری اپنی ذمہ داری نہیں سمجھیں گے اور انتظامیہ اپنا کام ایمانداری سے نہیں کرے گی، صورتحال نہیں بدلے گی۔ (282, 904, 411, 915)
paragraph: ہمارے یہاں بنیادی ڈھانچے پر خرچ کرنے کے بجائے نمائشی منصوبوں پر پیسہ بہایا جاتا ہے۔ فلائی اوور اور مجسمے بنتے ہیں لیکن نالیاں وہی رہتی ہیں۔ (391, 1047, 481, 1063)
strip-col-6 (483, 1030, 578, 1092)
bot-col-2 (143, 878, 278, 1028)
paragraph: سائنس اور ٹیکنالوجی پر خرچ ہونے والا بجٹ مجموعی قومی پیداوار کا ایک فیصد سے بھی کم ہے۔ جبکہ ترقی یافتہ ممالک اس پر تین سے چار فیصد خرچ کرتے ہیں۔ (151, 551, 283, 561)
editorial-para: اندرونی سطح پر بھی حکومت کو تنقید کا سامنا ہے۔ اپوزیشن جماعتوں نے پارلیمنٹ میں بحث کا مطالبہ کیا ہے۔ ان کا کہنا ہے کہ ملک کی خارجہ پالیسی کا رخ عوام کے سامنے واضح ہونا چاہیے۔ (515, 270, 672, 280)
english-term-oic: OIC (134, 490, 144, 496)
paragraph: ایران نے اس پر واضح ناراضگی کا اظہار کیا ہے اور تہران میں ہندوستانی سفارتخانے کے سامنے احتجاج بھی ہوا۔ ایرانی میڈیا نے ہندوستان کے موقف کو مایوس کن قرار دیا ہے اور کہا ہے کہ دوستی کے دعوے صرف الفاظ تک محدود رہ گئے ہیں۔ (11, 192, 107, 214)
sahafat-logo: صحافت (388, 8, 474, 30)
paragraph: بلدیاتی اداروں کے بجٹ میں کروڑوں روپے نالیوں کی صفائی کے نام پر مختص ہوتے ہیں لیکن زمینی حقیقت یہ ہے کہ کام کاغذوں پر ہی ہوتا ہے۔ (11, 918, 141, 928)
middle-headline: عالمی سیاست اور اسلامی ممالک کے درمیان عدم اتحاد (30, 458, 542, 481)
paragraph: آنے والے مہینوں میں یہ دیکھنا دلچسپ ہوگا کہ ہندوستان اس بحران سے کیسے نکلتا ہے اور اپنے کھوئے ہوئے اعتماد کو کیسے بحال کرتا ہے۔ (416, 145, 511, 156)
editorial-kicker: روزنامہ (541, 38, 571, 48)
lead-col-3 (312, 81, 413, 411)
paragraph: تجزیہ کاروں کا خیال ہے کہ ہندوستان کو اپنی سفارتی حکمت عملی پر نظر ثانی کرنی ہوگی۔ محض توازن کی بات کرنے سے اب کام نہیں چلے گا۔ عالمی سطح پر قیادت کا دعویٰ کرنے والے ملک کو اصولی موقف اپنانا پڑے گا۔ (416, 120, 511, 142)
paragraph: عالمی میڈیا پر بھی ان کا کوئی اثر و رسوخ نہیں ہے۔ بیانیہ ہمیشہ دوسروں کا ہوتا ہے اور انہیں صرف اس کا جواب دینا پڑتا ہے۔ (290, 537, 422, 548)
